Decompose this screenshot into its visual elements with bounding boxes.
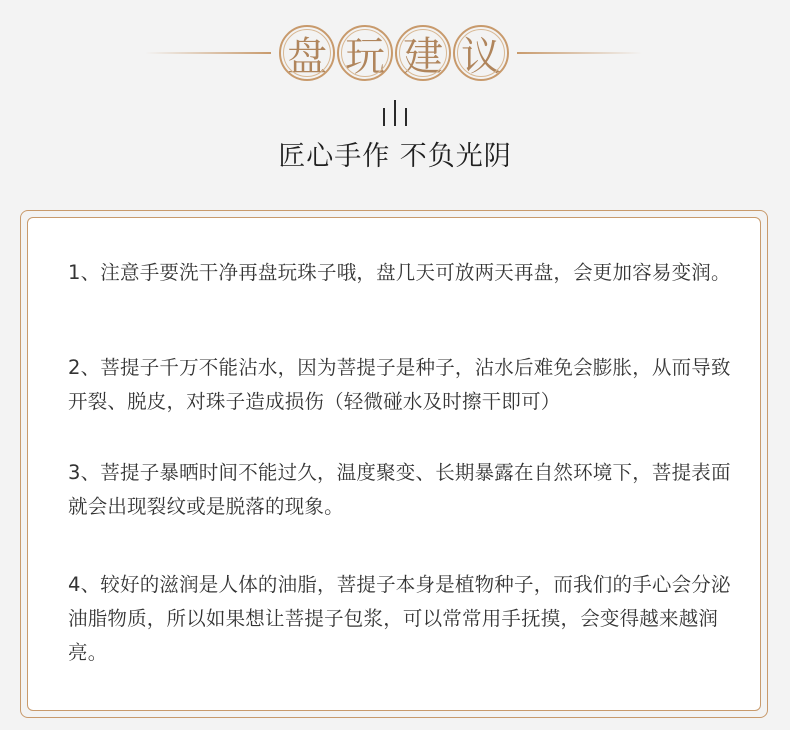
title-char-badge: 议 bbox=[453, 25, 509, 81]
right-divider-line bbox=[517, 52, 642, 54]
title-row bbox=[0, 22, 790, 84]
title-char-badge: 玩 bbox=[337, 25, 393, 81]
tip-paragraph: 1、注意手要洗干净再盘玩珠子哦，盘几天可放两天再盘，会更加容易变润。 bbox=[68, 261, 731, 284]
title-char-badge: 建 bbox=[395, 25, 451, 81]
page-subtitle: 匠心手作 不负光阴 bbox=[278, 141, 512, 172]
title-badges bbox=[278, 22, 514, 84]
section-header bbox=[0, 0, 790, 200]
tip-paragraph: 4、较好的滋润是人体的油脂，菩提子本身是植物种子，而我们的手心会分泌油脂物质，所以如果想让菩提子包浆，可以常常用手抚摸，会变得越来越润亮。 bbox=[68, 573, 731, 664]
tip-paragraph: 2、菩提子千万不能沾水，因为菩提子是种子，沾水后难免会膨胀，从而导致开裂、脱皮，对珠子造成损伤（轻微碰水及时擦干即可） bbox=[68, 356, 731, 413]
ornament-icon bbox=[382, 98, 408, 128]
left-divider-line bbox=[145, 52, 271, 54]
tip-paragraph: 3、菩提子暴晒时间不能过久，温度聚变、长期暴露在自然环境下，菩提表面就会出现裂纹或是脱落的现象。 bbox=[68, 461, 731, 518]
title-char-badge: 盘 bbox=[279, 25, 335, 81]
